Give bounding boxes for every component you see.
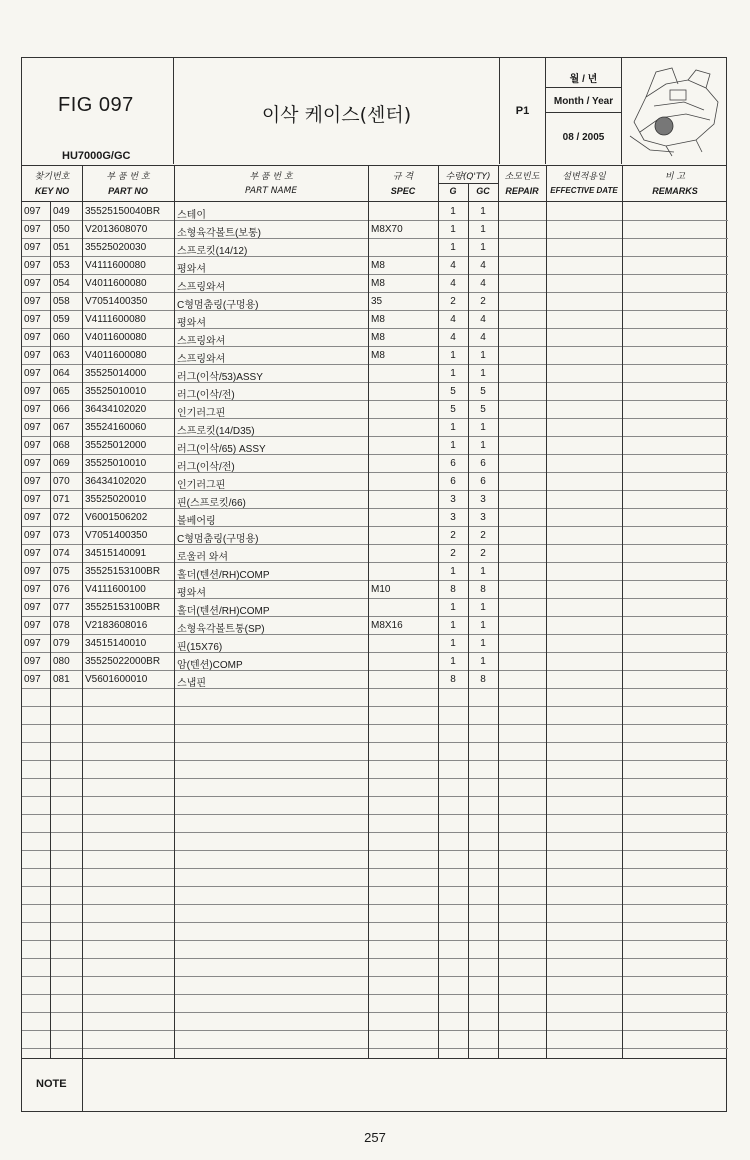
cell-qty-gc: 1	[480, 368, 486, 379]
cell-key: 064	[53, 368, 70, 379]
page-code: P1	[515, 105, 530, 117]
cell-key: 071	[53, 494, 70, 505]
cell-fig: 097	[24, 548, 41, 559]
cell-qty-gc: 4	[480, 260, 486, 271]
cell-key: 054	[53, 278, 70, 289]
col-name-kr: 부 품 번 호	[249, 172, 293, 182]
cell-name: 핀(15X76)	[177, 642, 223, 653]
cell-qty-gc: 3	[480, 494, 486, 505]
table-row	[22, 437, 726, 455]
cell-part: 35524160060	[85, 422, 147, 433]
cell-part: V4011600080	[85, 332, 147, 343]
cell-qty-gc: 1	[480, 206, 486, 217]
cell-part: V4011600080	[85, 350, 147, 361]
cell-part: V2013608070	[85, 224, 148, 235]
cell-qty-gc: 4	[480, 314, 486, 325]
table-row	[22, 455, 726, 473]
cell-fig: 097	[24, 296, 41, 307]
figure-cell	[22, 58, 174, 164]
cell-name: 홀더(텐션/RH)COMP	[177, 606, 270, 617]
table-row	[22, 563, 726, 581]
col-rem-en: REMARKS	[652, 186, 698, 196]
table-row	[22, 545, 726, 563]
cell-fig: 097	[24, 440, 41, 451]
cell-qty-gc: 2	[480, 530, 486, 541]
cell-key: 067	[53, 422, 70, 433]
table-row	[22, 617, 726, 635]
cell-part: 35525010010	[85, 458, 147, 469]
cell-key: 080	[53, 656, 70, 667]
cell-fig: 097	[24, 476, 41, 487]
cell-fig: 097	[24, 656, 41, 667]
cell-qty-g: 6	[450, 476, 456, 487]
date-cell	[546, 58, 622, 164]
cell-part: V7051400350	[85, 296, 148, 307]
cell-qty-g: 8	[450, 674, 456, 685]
cell-spec: M8X16	[371, 620, 403, 631]
cell-qty-gc: 1	[480, 602, 486, 613]
page-title: 이삭 케이스(센터)	[261, 104, 412, 126]
title-cell	[174, 58, 500, 164]
cell-key: 072	[53, 512, 70, 523]
table-row	[22, 581, 726, 599]
cell-name: 평와셔	[177, 588, 206, 599]
note-label: NOTE	[36, 1078, 67, 1090]
cell-part: V4111600080	[85, 260, 146, 271]
cell-qty-g: 5	[450, 404, 456, 415]
cell-key: 063	[53, 350, 70, 361]
figure-number: FIG 097	[58, 94, 134, 116]
cell-fig: 097	[24, 602, 41, 613]
table-row	[22, 473, 726, 491]
cell-name: 인기러그핀	[177, 480, 226, 491]
table-row	[22, 257, 726, 275]
col-key-en: KEY NO	[34, 186, 70, 196]
table-row	[22, 653, 726, 671]
cell-qty-g: 1	[450, 422, 456, 433]
cell-qty-g: 1	[450, 368, 456, 379]
cell-name: 러그(이삭/전)	[177, 462, 235, 473]
cell-name: 스냅핀	[177, 678, 206, 689]
cell-name: 홀더(텐션/RH)COMP	[177, 570, 270, 581]
cell-fig: 097	[24, 512, 41, 523]
cell-fig: 097	[24, 386, 41, 397]
cell-spec: M8	[371, 350, 385, 361]
col-spec-kr: 규 격	[392, 172, 414, 182]
cell-name: 볼베어링	[177, 516, 216, 527]
cell-qty-gc: 1	[480, 566, 486, 577]
table-row	[22, 239, 726, 257]
col-eff-kr: 설변적용일	[562, 172, 606, 182]
cell-qty-gc: 1	[480, 656, 486, 667]
cell-key: 079	[53, 638, 70, 649]
cell-qty-gc: 1	[480, 422, 486, 433]
cell-qty-g: 1	[450, 440, 456, 451]
cell-spec: M8X70	[371, 224, 403, 235]
cell-part: V4111600080	[85, 314, 146, 325]
cell-name: 스테이	[177, 210, 206, 221]
cell-qty-gc: 1	[480, 620, 486, 631]
cell-key: 077	[53, 602, 70, 613]
cell-key: 059	[53, 314, 70, 325]
table-row	[22, 221, 726, 239]
table-row	[22, 383, 726, 401]
cell-key: 069	[53, 458, 70, 469]
cell-spec: M8	[371, 314, 385, 325]
cell-name: 러그(이삭/53)ASSY	[177, 372, 263, 383]
cell-name: 스프링와셔	[177, 336, 226, 347]
cell-key: 081	[53, 674, 70, 685]
cell-name: 스프로킷(14/12)	[177, 246, 248, 257]
cell-part: V2183608016	[85, 620, 148, 631]
col-eff-en: EFFECTIVE DATE	[550, 186, 618, 195]
col-qty-kr: 수량(Q'TY)	[445, 172, 491, 182]
col-spec-en: SPEC	[390, 186, 416, 196]
cell-name: C형멈춤링(구멍용)	[177, 534, 259, 545]
cell-qty-gc: 4	[480, 332, 486, 343]
cell-part: 35525020010	[85, 494, 147, 505]
cell-name: C형멈춤링(구멍용)	[177, 300, 259, 311]
cell-key: 065	[53, 386, 70, 397]
combine-harvester-icon	[626, 62, 724, 160]
page-code-cell	[500, 58, 546, 164]
col-gc: GC	[476, 186, 490, 196]
issue-date: 08 / 2005	[562, 132, 605, 143]
table-row	[22, 527, 726, 545]
cell-qty-gc: 6	[480, 476, 486, 487]
table-row	[22, 311, 726, 329]
cell-qty-g: 1	[450, 656, 456, 667]
table-row	[22, 293, 726, 311]
cell-part: 35525014000	[85, 368, 147, 379]
table-row	[22, 635, 726, 653]
cell-qty-g: 4	[450, 260, 456, 271]
cell-part: V6001506202	[85, 512, 148, 523]
table-row	[22, 491, 726, 509]
cell-spec: 35	[371, 296, 383, 307]
cell-name: 인기러그핀	[177, 408, 226, 419]
table-row	[22, 509, 726, 527]
cell-fig: 097	[24, 458, 41, 469]
cell-fig: 097	[24, 674, 41, 685]
cell-fig: 097	[24, 260, 41, 271]
month-year-en: Month / Year	[553, 96, 614, 107]
cell-name: 평와셔	[177, 318, 206, 329]
cell-name: 러그(이삭/전)	[177, 390, 235, 401]
cell-qty-gc: 6	[480, 458, 486, 469]
table-row	[22, 401, 726, 419]
cell-key: 070	[53, 476, 70, 487]
cell-fig: 097	[24, 530, 41, 541]
cell-name: 러그(이삭/65) ASSY	[177, 444, 266, 455]
column-header-row	[22, 166, 726, 202]
cell-part: 36434102020	[85, 476, 147, 487]
col-g: G	[449, 186, 457, 196]
cell-qty-gc: 1	[480, 224, 486, 235]
cell-key: 053	[53, 260, 70, 271]
table-row	[22, 203, 726, 221]
cell-name: 스프링와셔	[177, 282, 226, 293]
table-row	[22, 365, 726, 383]
cell-key: 058	[53, 296, 70, 307]
cell-qty-g: 1	[450, 224, 456, 235]
cell-key: 075	[53, 566, 70, 577]
cell-qty-g: 6	[450, 458, 456, 469]
cell-part: 35525022000BR	[85, 656, 161, 667]
cell-part: 35525153100BR	[85, 602, 161, 613]
col-part-kr: 부 품 번 호	[106, 172, 150, 182]
cell-spec: M8	[371, 332, 385, 343]
cell-fig: 097	[24, 566, 41, 577]
cell-part: V4111600100	[85, 584, 146, 595]
cell-qty-g: 2	[450, 548, 456, 559]
cell-part: V7051400350	[85, 530, 148, 541]
cell-fig: 097	[24, 422, 41, 433]
table-row	[22, 419, 726, 437]
cell-qty-g: 1	[450, 602, 456, 613]
cell-qty-g: 1	[450, 638, 456, 649]
cell-qty-g: 1	[450, 566, 456, 577]
parts-list-sheet	[21, 57, 727, 1112]
cell-qty-g: 4	[450, 278, 456, 289]
cell-name: 핀(스프로킷/66)	[177, 498, 246, 509]
cell-qty-g: 2	[450, 296, 456, 307]
cell-fig: 097	[24, 368, 41, 379]
cell-part: V5601600010	[85, 674, 148, 685]
cell-qty-gc: 3	[480, 512, 486, 523]
cell-fig: 097	[24, 224, 41, 235]
cell-qty-gc: 1	[480, 638, 486, 649]
cell-name: 스프링와셔	[177, 354, 226, 365]
col-key-kr: 찾기번호	[34, 172, 70, 182]
cell-qty-g: 1	[450, 620, 456, 631]
cell-qty-g: 4	[450, 314, 456, 325]
table-row	[22, 329, 726, 347]
cell-part: 35525153100BR	[85, 566, 161, 577]
cell-fig: 097	[24, 638, 41, 649]
model-code: HU7000G/GC	[62, 150, 131, 162]
page-number: 257	[364, 1130, 386, 1145]
cell-spec: M8	[371, 260, 385, 271]
cell-qty-g: 3	[450, 494, 456, 505]
cell-qty-g: 1	[450, 350, 456, 361]
cell-fig: 097	[24, 404, 41, 415]
machine-illustration-cell	[622, 58, 728, 164]
cell-name: 소형육각볼트(보통)	[177, 228, 261, 239]
cell-fig: 097	[24, 620, 41, 631]
cell-fig: 097	[24, 278, 41, 289]
col-rem-kr: 비 고	[664, 172, 686, 182]
cell-spec: M8	[371, 278, 385, 289]
cell-qty-g: 2	[450, 530, 456, 541]
table-row	[22, 275, 726, 293]
cell-key: 078	[53, 620, 70, 631]
cell-key: 066	[53, 404, 70, 415]
cell-key: 049	[53, 206, 70, 217]
cell-name: 소형육각볼트통(SP)	[177, 624, 265, 635]
cell-part: 34515140091	[85, 548, 147, 559]
cell-qty-gc: 5	[480, 386, 486, 397]
sheet-header	[22, 58, 726, 166]
cell-qty-g: 8	[450, 584, 456, 595]
cell-qty-gc: 2	[480, 296, 486, 307]
cell-fig: 097	[24, 584, 41, 595]
cell-key: 068	[53, 440, 70, 451]
cell-qty-g: 4	[450, 332, 456, 343]
cell-key: 060	[53, 332, 70, 343]
cell-spec: M10	[371, 584, 391, 595]
cell-name: 평와셔	[177, 264, 206, 275]
cell-name: 암(텐션)COMP	[177, 660, 243, 671]
col-part-en: PART NO	[108, 186, 148, 196]
cell-key: 074	[53, 548, 70, 559]
cell-part: 35525020030	[85, 242, 147, 253]
cell-key: 076	[53, 584, 70, 595]
cell-name: 스프로킷(14/D35)	[177, 426, 255, 437]
cell-qty-gc: 4	[480, 278, 486, 289]
cell-qty-g: 5	[450, 386, 456, 397]
cell-qty-gc: 1	[480, 440, 486, 451]
cell-fig: 097	[24, 206, 41, 217]
cell-qty-gc: 1	[480, 242, 486, 253]
col-name-en: PART NAME	[244, 186, 298, 196]
cell-part: 36434102020	[85, 404, 147, 415]
table-row	[22, 599, 726, 617]
cell-qty-gc: 5	[480, 404, 486, 415]
month-year-kr: 월 / 년	[569, 74, 598, 85]
cell-part: 35525012000	[85, 440, 147, 451]
cell-qty-gc: 1	[480, 350, 486, 361]
cell-fig: 097	[24, 314, 41, 325]
cell-qty-g: 1	[450, 242, 456, 253]
cell-fig: 097	[24, 494, 41, 505]
col-repair-kr: 소모빈도	[504, 172, 540, 182]
cell-key: 073	[53, 530, 70, 541]
table-row	[22, 671, 726, 689]
cell-qty-gc: 2	[480, 548, 486, 559]
cell-part: 35525010010	[85, 386, 147, 397]
cell-fig: 097	[24, 332, 41, 343]
cell-key: 050	[53, 224, 70, 235]
cell-fig: 097	[24, 242, 41, 253]
cell-name: 로울러 와셔	[177, 552, 229, 563]
cell-qty-g: 3	[450, 512, 456, 523]
cell-part: V4011600080	[85, 278, 147, 289]
cell-part: 35525150040BR	[85, 206, 161, 217]
table-row	[22, 347, 726, 365]
cell-qty-gc: 8	[480, 674, 486, 685]
cell-qty-gc: 8	[480, 584, 486, 595]
cell-qty-g: 1	[450, 206, 456, 217]
cell-part: 34515140010	[85, 638, 147, 649]
cell-key: 051	[53, 242, 70, 253]
col-repair-en: REPAIR	[505, 186, 539, 196]
cell-fig: 097	[24, 350, 41, 361]
